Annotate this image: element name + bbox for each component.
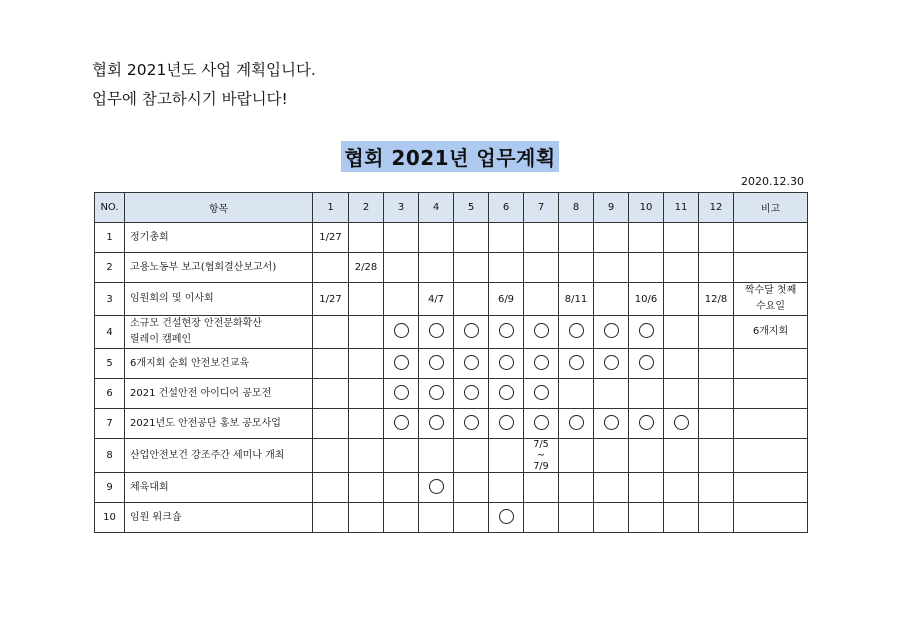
month-cell (349, 349, 384, 379)
month-cell (594, 473, 629, 503)
month-cell (454, 503, 489, 533)
scheduled-circle-icon (429, 355, 444, 370)
month-cell: 10/6 (629, 283, 664, 316)
month-cell (313, 349, 349, 379)
table-row (95, 316, 808, 349)
row-number: 10 (95, 503, 125, 533)
month-cell (664, 349, 699, 379)
scheduled-circle-icon (499, 415, 514, 430)
row-note (734, 409, 808, 439)
row-number: 8 (95, 439, 125, 473)
intro-line-1: 협회 2021년도 사업 계획입니다. (92, 61, 316, 79)
column-header: 3 (384, 193, 419, 223)
month-cell (489, 409, 524, 439)
column-header: 항목 (125, 193, 313, 223)
month-cell (629, 316, 664, 349)
table-row (95, 409, 808, 439)
row-item: 6개지회 순회 안전보건교육 (125, 349, 313, 379)
month-cell (454, 473, 489, 503)
scheduled-circle-icon (604, 323, 619, 338)
scheduled-circle-icon (464, 323, 479, 338)
row-note (734, 379, 808, 409)
month-cell (489, 503, 524, 533)
month-cell (664, 503, 699, 533)
scheduled-circle-icon (569, 323, 584, 338)
row-note: 짝수달 첫째 수요일 (734, 283, 808, 316)
scheduled-circle-icon (464, 355, 479, 370)
scheduled-circle-icon (569, 355, 584, 370)
month-cell (664, 473, 699, 503)
column-header: 6 (489, 193, 524, 223)
month-cell (313, 439, 349, 473)
column-header: 11 (664, 193, 699, 223)
scheduled-circle-icon (394, 355, 409, 370)
month-cell (594, 223, 629, 253)
month-cell (524, 439, 559, 473)
month-cell (524, 283, 559, 316)
scheduled-circle-icon (569, 415, 584, 430)
month-cell (629, 253, 664, 283)
scheduled-circle-icon (534, 415, 549, 430)
month-cell (384, 316, 419, 349)
month-cell (384, 473, 419, 503)
month-cell (349, 223, 384, 253)
month-cell (419, 409, 454, 439)
document-date: 2020.12.30 (741, 175, 804, 188)
month-cell (419, 473, 454, 503)
row-note (734, 253, 808, 283)
month-cell (489, 349, 524, 379)
month-cell (384, 283, 419, 316)
month-cell (559, 473, 594, 503)
table-header-row (95, 193, 808, 223)
month-cell (559, 409, 594, 439)
month-cell: 4/7 (419, 283, 454, 316)
month-cell (664, 379, 699, 409)
month-cell (419, 253, 454, 283)
row-note (734, 439, 808, 473)
month-cell (699, 409, 734, 439)
month-cell (454, 253, 489, 283)
month-cell (629, 223, 664, 253)
row-item: 소규모 건설현장 안전문화확산 릴레이 캠페인 (125, 316, 313, 349)
month-cell (594, 409, 629, 439)
month-cell (629, 349, 664, 379)
month-cell (489, 253, 524, 283)
scheduled-circle-icon (639, 415, 654, 430)
table-row (95, 283, 808, 316)
month-cell: 12/8 (699, 283, 734, 316)
scheduled-circle-icon (534, 385, 549, 400)
scheduled-circle-icon (464, 415, 479, 430)
month-cell (384, 253, 419, 283)
date-range: 7/5 ~ 7/9 (533, 439, 549, 472)
month-cell (419, 349, 454, 379)
month-cell (559, 316, 594, 349)
column-header: NO. (95, 193, 125, 223)
month-cell (559, 253, 594, 283)
month-cell (524, 379, 559, 409)
table-row (95, 253, 808, 283)
month-cell (559, 223, 594, 253)
month-cell (454, 316, 489, 349)
month-cell (419, 503, 454, 533)
month-cell (489, 223, 524, 253)
table-row (95, 223, 808, 253)
month-cell (313, 253, 349, 283)
month-cell (594, 283, 629, 316)
month-cell (664, 253, 699, 283)
scheduled-circle-icon (534, 355, 549, 370)
month-cell (699, 439, 734, 473)
month-cell (629, 439, 664, 473)
month-cell (349, 316, 384, 349)
scheduled-circle-icon (429, 479, 444, 494)
month-cell (384, 379, 419, 409)
month-cell (454, 349, 489, 379)
scheduled-circle-icon (639, 355, 654, 370)
row-note (734, 503, 808, 533)
scheduled-circle-icon (394, 323, 409, 338)
scheduled-circle-icon (499, 385, 514, 400)
month-cell (454, 283, 489, 316)
scheduled-circle-icon (429, 385, 444, 400)
month-cell: 8/11 (559, 283, 594, 316)
month-cell (419, 379, 454, 409)
month-cell (454, 223, 489, 253)
month-cell (349, 439, 384, 473)
column-header: 10 (629, 193, 664, 223)
month-cell (384, 223, 419, 253)
month-cell (594, 379, 629, 409)
month-cell (419, 223, 454, 253)
table-row (95, 473, 808, 503)
month-cell (594, 316, 629, 349)
page-title: 협회 2021년 업무계획 (341, 141, 558, 172)
month-cell (313, 316, 349, 349)
scheduled-circle-icon (604, 415, 619, 430)
scheduled-circle-icon (499, 323, 514, 338)
month-cell (629, 379, 664, 409)
month-cell (349, 473, 384, 503)
month-cell (524, 503, 559, 533)
month-cell (594, 253, 629, 283)
month-cell (699, 349, 734, 379)
scheduled-circle-icon (534, 323, 549, 338)
column-header: 2 (349, 193, 384, 223)
month-cell (629, 503, 664, 533)
scheduled-circle-icon (499, 355, 514, 370)
table-row (95, 349, 808, 379)
month-cell (454, 409, 489, 439)
month-cell (664, 223, 699, 253)
month-cell (559, 379, 594, 409)
row-item: 임원 워크숍 (125, 503, 313, 533)
row-item: 산업안전보건 강조주간 세미나 개최 (125, 439, 313, 473)
month-cell (524, 316, 559, 349)
scheduled-circle-icon (464, 385, 479, 400)
plan-table (94, 192, 808, 533)
column-header: 12 (699, 193, 734, 223)
month-cell (594, 503, 629, 533)
month-cell (524, 349, 559, 379)
column-header: 1 (313, 193, 349, 223)
row-item: 2021년도 안전공단 홍보 공모사업 (125, 409, 313, 439)
month-cell (384, 409, 419, 439)
row-note (734, 223, 808, 253)
month-cell (664, 316, 699, 349)
month-cell (559, 439, 594, 473)
scheduled-circle-icon (604, 355, 619, 370)
month-cell (699, 379, 734, 409)
row-number: 3 (95, 283, 125, 316)
row-number: 4 (95, 316, 125, 349)
table-row (95, 439, 808, 473)
month-cell (664, 439, 699, 473)
month-cell (384, 439, 419, 473)
month-cell: 1/27 (313, 223, 349, 253)
row-note: 6개지회 (734, 316, 808, 349)
month-cell (524, 253, 559, 283)
month-cell: 6/9 (489, 283, 524, 316)
month-cell (384, 349, 419, 379)
row-number: 6 (95, 379, 125, 409)
month-cell (349, 503, 384, 533)
month-cell (699, 316, 734, 349)
row-item: 체육대회 (125, 473, 313, 503)
month-cell (384, 503, 419, 533)
column-header: 8 (559, 193, 594, 223)
month-cell (629, 409, 664, 439)
month-cell (489, 473, 524, 503)
month-cell (313, 473, 349, 503)
month-cell (699, 223, 734, 253)
column-header: 5 (454, 193, 489, 223)
month-cell (594, 349, 629, 379)
month-cell (699, 503, 734, 533)
row-item: 2021 건설안전 아이디어 공모전 (125, 379, 313, 409)
intro-text (92, 56, 316, 114)
scheduled-circle-icon (394, 385, 409, 400)
month-cell (349, 409, 384, 439)
table-row (95, 379, 808, 409)
month-cell (454, 379, 489, 409)
row-item: 임원회의 및 이사회 (125, 283, 313, 316)
month-cell (524, 473, 559, 503)
month-cell (699, 253, 734, 283)
month-cell (559, 349, 594, 379)
scheduled-circle-icon (394, 415, 409, 430)
column-header: 9 (594, 193, 629, 223)
column-header: 7 (524, 193, 559, 223)
column-header: 비고 (734, 193, 808, 223)
month-cell (594, 439, 629, 473)
row-number: 1 (95, 223, 125, 253)
month-cell (313, 379, 349, 409)
month-cell (349, 283, 384, 316)
month-cell (524, 223, 559, 253)
row-item: 고용노동부 보고(협회결산보고서) (125, 253, 313, 283)
scheduled-circle-icon (499, 509, 514, 524)
row-number: 9 (95, 473, 125, 503)
column-header: 4 (419, 193, 454, 223)
intro-line-2: 업무에 참고하시기 바랍니다! (92, 90, 288, 108)
month-cell (699, 473, 734, 503)
month-cell: 1/27 (313, 283, 349, 316)
month-cell (489, 316, 524, 349)
row-item: 정기총회 (125, 223, 313, 253)
month-cell (664, 409, 699, 439)
month-cell (349, 379, 384, 409)
scheduled-circle-icon (429, 323, 444, 338)
row-note (734, 473, 808, 503)
month-cell (664, 283, 699, 316)
month-cell (559, 503, 594, 533)
month-cell (419, 439, 454, 473)
month-cell: 2/28 (349, 253, 384, 283)
scheduled-circle-icon (429, 415, 444, 430)
row-number: 7 (95, 409, 125, 439)
table-row (95, 503, 808, 533)
month-cell (629, 473, 664, 503)
month-cell (454, 439, 489, 473)
month-cell (524, 409, 559, 439)
month-cell (489, 439, 524, 473)
row-number: 5 (95, 349, 125, 379)
month-cell (313, 409, 349, 439)
scheduled-circle-icon (639, 323, 654, 338)
row-number: 2 (95, 253, 125, 283)
row-note (734, 349, 808, 379)
month-cell (313, 503, 349, 533)
scheduled-circle-icon (674, 415, 689, 430)
month-cell (419, 316, 454, 349)
month-cell (489, 379, 524, 409)
